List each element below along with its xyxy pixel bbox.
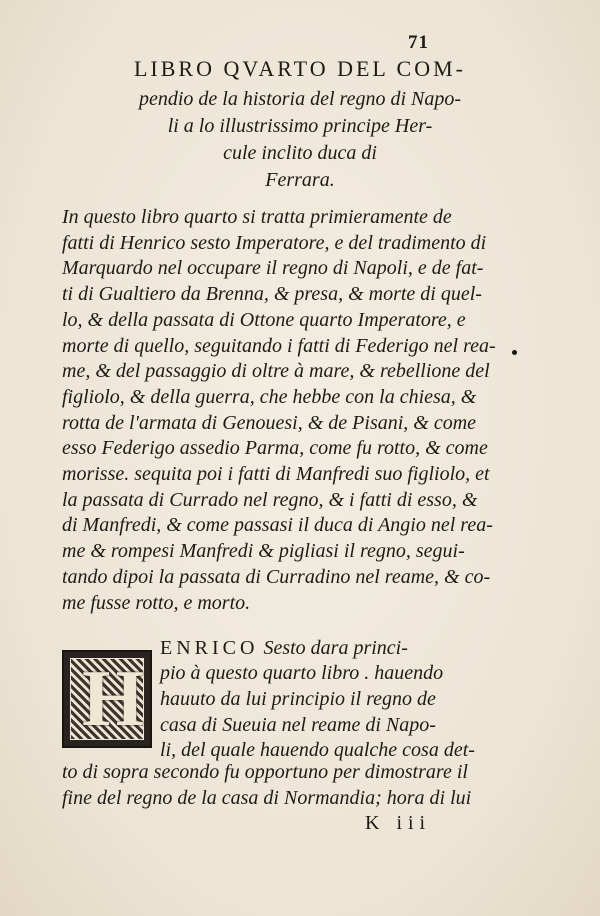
title-line: Ferrara.: [265, 169, 335, 191]
title-line: pendio de la historia del regno di Napo-: [138, 88, 461, 110]
summary-line: lo, & della passata di Ottone quarto Imperatore, e: [62, 308, 466, 331]
summary-line: fatti di Henrico sesto Imperatore, e del tradimento di: [62, 231, 487, 254]
body-line: to di sopra secondo fu opportuno per dimostrare il: [62, 761, 468, 783]
title-line: cule inclito duca di: [223, 142, 377, 164]
body-full-lines: [62, 760, 492, 812]
summary-line: me & rompesi Manfredi & pigliasi il regno, segui-: [62, 540, 465, 563]
summary-line: tando dipoi la passata di Curradino nel reame, & co-: [62, 565, 491, 588]
signature-mark: K iii: [365, 812, 432, 834]
summary-line: me fusse rotto, e morto.: [62, 591, 251, 614]
page-number: 71: [408, 32, 429, 53]
opening-text: Sesto dara princi-: [258, 637, 408, 659]
body-line: casa di Sueuia nel reame di Napo-: [160, 713, 436, 736]
body-line: pio à questo quarto libro . hauendo: [160, 662, 444, 684]
summary-line: figliolo, & della guerra, che hebbe con la chiesa, &: [62, 385, 477, 408]
body-line: fine del regno de la casa di Normandia; hora di lui: [62, 786, 472, 809]
summary-line: morisse. sequita poi i fatti di Manfredi suo figliolo, et: [62, 463, 490, 486]
ink-speck: [512, 350, 517, 355]
summary-line: ti di Gualtiero da Brenna, & presa, & morte di quel-: [62, 283, 482, 306]
summary-line: morte di quello, seguitando i fatti di Federigo nel rea-: [62, 334, 496, 357]
opening-word: ENRICO: [160, 637, 259, 659]
summary-line: di Manfredi, & come passasi il duca di Angio nel rea-: [62, 514, 493, 537]
body-line: li, del quale hauendo qualche cosa det-: [160, 739, 475, 762]
summary-line: rotta de l'armata di Genouesi, & de Pisani, & come: [62, 411, 477, 434]
summary-line: In questo libro quarto si tratta primieramente de: [62, 206, 452, 228]
body-indented-lines: [160, 661, 490, 764]
title-line: li a lo illustrissimo principe Her-: [167, 115, 433, 137]
initial-letter: H: [82, 655, 145, 743]
summary-line: esso Federigo assedio Parma, come fu rotto, & come: [62, 437, 488, 460]
body-line: hauuto da lui principio il regno de: [160, 687, 436, 710]
summary-line: me, & del passaggio di oltre à mare, & rebellione del: [62, 360, 490, 383]
decorated-initial: [62, 650, 152, 748]
summary-line: Marquardo nel occupare il regno di Napoli, e de fat-: [62, 257, 484, 280]
summary-line: la passata di Currado nel regno, & i fatti di esso, &: [62, 488, 478, 511]
body-first-line: [160, 636, 490, 662]
title-line: LIBRO QVARTO DEL COM-: [133, 56, 466, 81]
chapter-summary: [62, 205, 496, 616]
chapter-title: [60, 52, 540, 194]
